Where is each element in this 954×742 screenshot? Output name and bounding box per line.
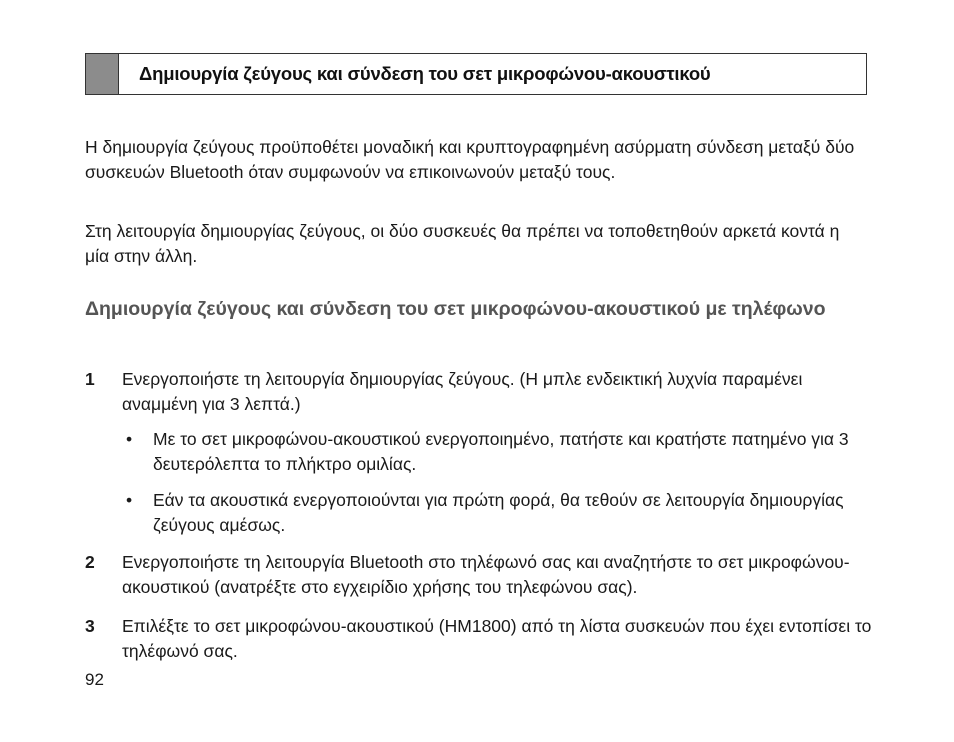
bullet-marker: • xyxy=(126,490,133,510)
title-color-swatch xyxy=(86,54,119,94)
intro-paragraph-1: Η δημιουργία ζεύγους προϋποθέτει μοναδική και κρυπτογραφημένη ασύρματη σύνδεση μεταξύ δύο συσκευών Bluetooth όταν συμφωνούν να επικοινωνούν μεταξύ τους. xyxy=(85,137,855,182)
step-number: 2 xyxy=(85,552,95,572)
section-title-bar xyxy=(85,53,867,95)
step-text: Ενεργοποιήστε τη λειτουργία Bluetooth στο τηλέφωνό σας και αναζητήστε το σετ μικροφώνου-ακουστικού (ανατρέξτε στο εγχειρίδιο χρήσης του τηλεφώνου σας). xyxy=(122,552,850,597)
bullet-text: Με το σετ μικροφώνου-ακουστικού ενεργοποιημένο, πατήστε και κρατήστε πατημένο για 3 δευτερόλεπτα το πλήκτρο ομιλίας. xyxy=(153,429,849,474)
bullet-text: Εάν τα ακουστικά ενεργοποιούνται για πρώτη φορά, θα τεθούν σε λειτουργία δημιουργίας ζεύγους αμέσως. xyxy=(153,490,844,535)
page-title: Δημιουργία ζεύγους και σύνδεση του σετ μικροφώνου-ακουστικού xyxy=(139,63,711,84)
step-2 xyxy=(85,550,875,600)
step-number: 1 xyxy=(85,369,95,389)
bullet-item xyxy=(122,488,872,538)
step-number: 3 xyxy=(85,616,95,636)
step-text: Επιλέξτε το σετ μικροφώνου-ακουστικού (HM1800) από τη λίστα συσκευών που έχει εντοπίσει το τηλέφωνό σας. xyxy=(122,616,872,661)
bullet-marker: • xyxy=(126,429,133,449)
page-number: 92 xyxy=(85,670,104,689)
step-text: Ενεργοποιήστε τη λειτουργία δημιουργίας ζεύγους. (Η μπλε ενδεικτική λυχνία παραμένει αναμμένη για 3 λεπτά.) xyxy=(122,369,803,414)
bullet-item xyxy=(122,427,872,477)
step-1 xyxy=(85,367,875,417)
intro-paragraph-2: Στη λειτουργία δημιουργίας ζεύγους, οι δύο συσκευές θα πρέπει να τοποθετηθούν αρκετά κοντά η μία στην άλλη. xyxy=(85,221,840,266)
step-3 xyxy=(85,614,875,664)
section-heading: Δημιουργία ζεύγους και σύνδεση του σετ μικροφώνου-ακουστικού με τηλέφωνο xyxy=(85,298,826,320)
